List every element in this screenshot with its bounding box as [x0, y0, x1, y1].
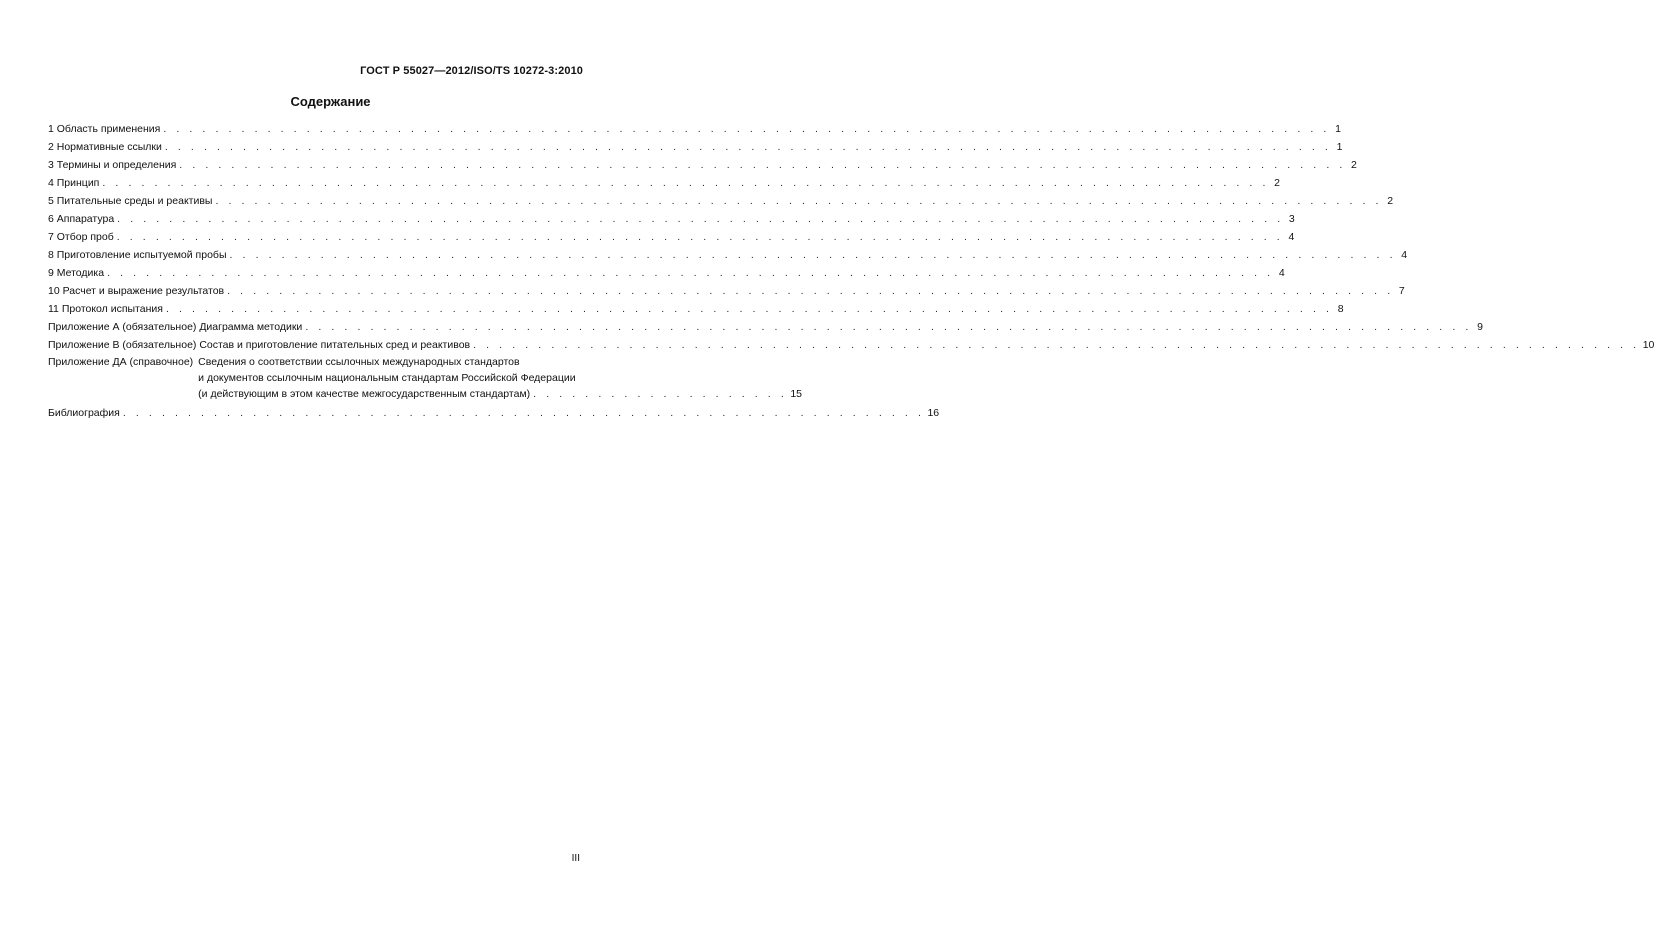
toc-entry-page: 16	[927, 407, 940, 419]
toc-entry-page: 10	[1642, 339, 1654, 351]
toc-entry-page: 15	[790, 388, 803, 400]
toc-entry-page: 2	[1387, 195, 1394, 207]
toc-entry-label: 6 Аппаратура	[48, 213, 115, 225]
toc-entry-page: 2	[1351, 159, 1357, 171]
toc-entry-label: 3 Термины и определения	[48, 159, 177, 171]
toc-dot-leader: . . . . . . . . . . . . . . . . . . . . . . . . . . . . . . . . . . . . . . . . . . . . . . . . . . . . . . . . . . . . . . . . . . . . . . . . . . . . . . . . . . . . . . . . . .	[215, 195, 1383, 207]
toc-entry-label: 1 Область применения	[48, 123, 161, 135]
toc-dot-leader: . . . . . . . . . . . . . . . . . . . . . . . . . . . . . . . . . . . . . . . . . . . . . . . . . . . . . . . . . . . . . . . . . . . . . . . . . . . . . . . . . . . . . . . . . .	[102, 177, 1269, 189]
toc-entry[interactable]	[48, 210, 1295, 228]
toc-entry[interactable]	[48, 246, 1408, 264]
toc-entry[interactable]	[48, 318, 1483, 336]
page-title: Содержание	[290, 94, 371, 109]
toc-entry[interactable]	[48, 138, 1343, 156]
toc-dot-leader: . . . . . . . . . . . . . . . . . . . . . . . . . . . . . . . . . . . . . . . . . . . . . . . . . . . . . . . . . . . . . . . . . . . . . . . . . . . . . . . . . . . . . . . . . .	[229, 249, 1397, 261]
toc-dot-leader: . . . . . . . . . . . . . . . . . . . . . . . . . . . . . . . . . . . . . . . . . . . . . . . . . . . . . . . . . . . . . . . . . . . . . . . . . . . . . . . . . . . . . . . . . .	[164, 141, 1332, 153]
toc-dot-leader: . . . . . . . . . . . . . . . . . . . . . . . . . . . . . . . . . . . . . . . . . . . . . . . . . . . . . . . . . . . . . .	[122, 407, 925, 419]
toc-entry-label: Приложение ДА (справочное)	[48, 356, 194, 368]
toc-entry[interactable]	[48, 120, 1341, 138]
toc-entry-label: 10 Расчет и выражение результатов	[48, 285, 225, 297]
toc-entry-label: 5 Питательные среды и реактивы	[48, 195, 213, 207]
toc-entry-label: 11 Протокол испытания	[48, 303, 163, 315]
toc-entry[interactable]	[48, 264, 1285, 282]
toc-dot-leader: . . . . . . . . . . . . . . . . . . . . . . . . . . . . . . . . . . . . . . . . . . . . . . . . . . . . . . . . . . . . . . . . . . . . . . . . . . . . . . . . . . . . . . . . . .	[163, 123, 1330, 135]
toc-entry-page: 2	[1274, 177, 1280, 189]
toc-entry[interactable]	[48, 228, 1295, 246]
toc-entry[interactable]	[48, 336, 1654, 354]
toc-entry-page: 4	[1401, 249, 1408, 261]
toc-entry-page: 4	[1288, 231, 1295, 243]
toc-entry[interactable]	[48, 282, 1405, 300]
toc-dot-leader: . . . . . . . . . . . . . . . . . . . . . . . . . . . . . . . . . . . . . . . . . . . . . . . . . . . . . . . . . . . . . . . . . . . . . . . . . . . . . . . . . . . . . . . . . .	[116, 231, 1284, 243]
toc-entry[interactable]	[48, 156, 1357, 174]
toc-entry-label: Приложение А (обязательное) Диаграмма методики	[48, 321, 303, 333]
toc-entry[interactable]	[48, 192, 1394, 210]
toc-entry-label: 8 Приготовление испытуемой пробы	[48, 249, 227, 261]
toc-dot-leader: . . . . . . . . . . . . . . . . . . . .	[533, 388, 788, 400]
toc-dot-leader: . . . . . . . . . . . . . . . . . . . . . . . . . . . . . . . . . . . . . . . . . . . . . . . . . . . . . . . . . . . . . . . . . . . . . . . . . . . . . . . . . . . . . . . . . .	[305, 321, 1472, 333]
toc-entry-label: 9 Методика	[48, 267, 105, 279]
toc-entry-bibliography[interactable]	[48, 404, 940, 422]
toc-entry-appendix-da[interactable]	[48, 354, 803, 402]
document-header: ГОСТ Р 55027—2012/ISO/TS 10272-3:2010	[360, 65, 583, 77]
toc-entry[interactable]	[48, 174, 1280, 192]
toc-entry-page: 9	[1477, 321, 1483, 333]
toc-entry-label: (и действующим в этом качестве межгосударственным стандартам)	[198, 388, 531, 400]
page-number: III	[571, 853, 580, 864]
toc-entry-label: 2 Нормативные ссылки	[48, 141, 162, 153]
toc-entry-page: 1	[1335, 123, 1341, 135]
toc-entry-page: 4	[1278, 267, 1285, 279]
toc-dot-leader: . . . . . . . . . . . . . . . . . . . . . . . . . . . . . . . . . . . . . . . . . . . . . . . . . . . . . . . . . . . . . . . . . . . . . . . . . . . . . . . . . . . . . . . . . .	[179, 159, 1346, 171]
toc-entry-label: Сведения о соответствии ссылочных международных стандартов	[198, 356, 520, 368]
toc-dot-leader: . . . . . . . . . . . . . . . . . . . . . . . . . . . . . . . . . . . . . . . . . . . . . . . . . . . . . . . . . . . . . . . . . . . . . . . . . . . . . . . . . . . . . . . . . .	[473, 339, 1640, 351]
toc-entry-page: 3	[1288, 213, 1295, 225]
toc-entry-page: 7	[1398, 285, 1405, 297]
toc-entry-label: Библиография	[48, 407, 120, 419]
toc-entry-label: Приложение В (обязательное) Состав и приготовление питательных сред и реактивов	[48, 339, 471, 351]
toc-entry[interactable]	[48, 300, 1344, 318]
toc-dot-leader: . . . . . . . . . . . . . . . . . . . . . . . . . . . . . . . . . . . . . . . . . . . . . . . . . . . . . . . . . . . . . . . . . . . . . . . . . . . . . . . . . . . . . . . . . .	[107, 267, 1274, 279]
toc-dot-leader: . . . . . . . . . . . . . . . . . . . . . . . . . . . . . . . . . . . . . . . . . . . . . . . . . . . . . . . . . . . . . . . . . . . . . . . . . . . . . . . . . . . . . . . . . .	[165, 303, 1333, 315]
toc-entry-page: 1	[1336, 141, 1343, 153]
toc-entry-label: и документов ссылочным национальным стандартам Российской Федерации	[198, 372, 576, 384]
toc-entry-label: 7 Отбор проб	[48, 231, 114, 243]
toc-entry-label: 4 Принцип	[48, 177, 100, 189]
toc-entry-page: 8	[1337, 303, 1344, 315]
toc-dot-leader: . . . . . . . . . . . . . . . . . . . . . . . . . . . . . . . . . . . . . . . . . . . . . . . . . . . . . . . . . . . . . . . . . . . . . . . . . . . . . . . . . . . . . . . . . .	[117, 213, 1284, 225]
toc-dot-leader: . . . . . . . . . . . . . . . . . . . . . . . . . . . . . . . . . . . . . . . . . . . . . . . . . . . . . . . . . . . . . . . . . . . . . . . . . . . . . . . . . . . . . . . . . .	[227, 285, 1394, 297]
table-of-contents	[48, 120, 1654, 422]
